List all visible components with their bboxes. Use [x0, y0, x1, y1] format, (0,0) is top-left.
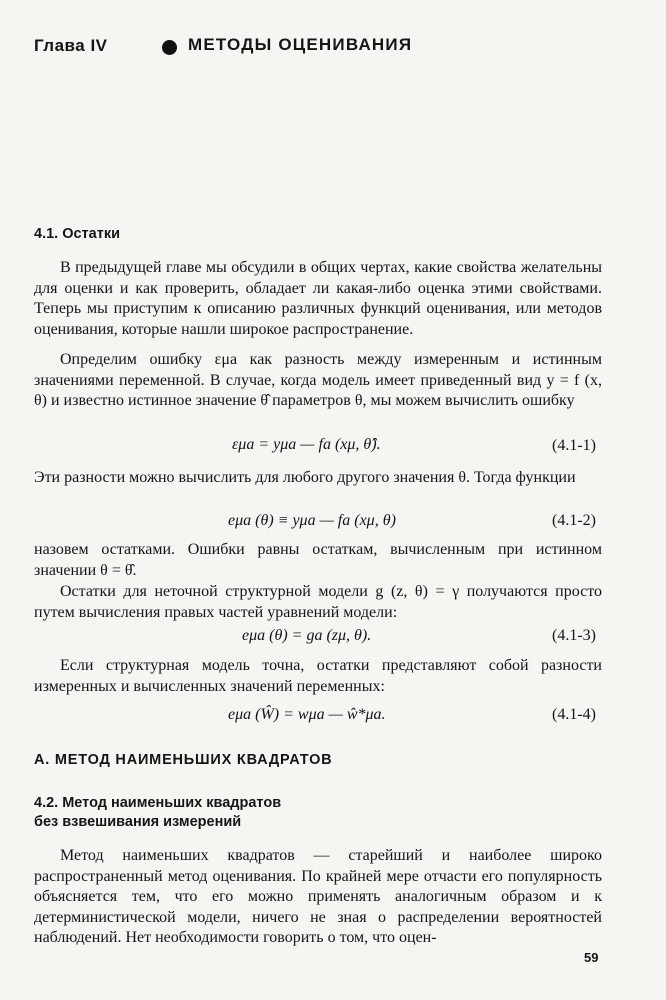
equation-number-4-1-2: (4.1-2)	[552, 512, 596, 529]
formula-4-1-3: eμa (θ) = ga (zμ, θ).	[242, 627, 372, 644]
equation-number-4-1-4: (4.1-4)	[552, 706, 596, 723]
formula-4-1-2: eμa (θ) ≡ yμa — fa (xμ, θ)	[228, 512, 396, 529]
equation-number-4-1-3: (4.1-3)	[552, 627, 596, 644]
paragraph-6: Если структурная модель точна, остатки представляют собой разности измеренных и вычисленных значений переменных:	[34, 657, 602, 695]
chapter-label: Глава IV	[34, 36, 108, 55]
paragraph-5: Остатки для неточной структурной модели g (z, θ) = γ получаются просто путем вычисления правых частей уравнений модели:	[34, 583, 602, 621]
chapter-title: МЕТОДЫ ОЦЕНИВАНИЯ	[188, 35, 413, 54]
part-a-heading: А. МЕТОД НАИМЕНЬШИХ КВАДРАТОВ	[34, 752, 333, 768]
paragraph-3: Эти разности можно вычислить для любого другого значения θ. Тогда функции	[34, 469, 576, 486]
section-heading-4-2-line2: без взвешивания измерений	[34, 814, 242, 830]
section-heading-4-1: 4.1. Остатки	[34, 226, 120, 242]
section-heading-4-2-line1: 4.2. Метод наименьших квадратов	[34, 795, 282, 811]
formula-4-1-1: εμa = yμa — fa (xμ, θ̂).	[232, 436, 381, 453]
page-number: 59	[584, 950, 599, 965]
paragraph-1: В предыдущей главе мы обсудили в общих чертах, какие свойства желательны для оценки и как проверить, обладает ли какая-либо оценка этими свойствами. Теперь мы приступим к описанию различных функций оценивания, или методов оценивания, которые нашли широкое распространение.	[34, 259, 602, 338]
section-heading-4-2	[34, 794, 281, 832]
paragraph-7: Метод наименьших квадратов — старейший и наиболее широко распространенный метод оценивания. По крайней мере отчасти его популярность объясняется тем, что его можно применять аналогичным образом и к детерминистической модели, ничего не зная о распределении вероятностей наблюдений. Нет необходимости говорить о том, что оцен-	[34, 847, 602, 946]
paragraph-4: назовем остатками. Ошибки равны остаткам, вычисленным при истинном значении θ = θ̂.	[34, 541, 602, 579]
bullet-icon	[162, 40, 177, 55]
paragraph-2: Определим ошибку εμa как разность между измеренным и истинным значениями переменной. В случае, когда модель имеет приведенный вид y = f (x, θ) и известно истинное значение θ̂ параметров θ, мы можем вычислить ошибку	[34, 351, 602, 409]
formula-4-1-4: eμa (Ŵ) = wμa — ŵ*μa.	[228, 706, 386, 723]
equation-number-4-1-1: (4.1-1)	[552, 437, 596, 454]
